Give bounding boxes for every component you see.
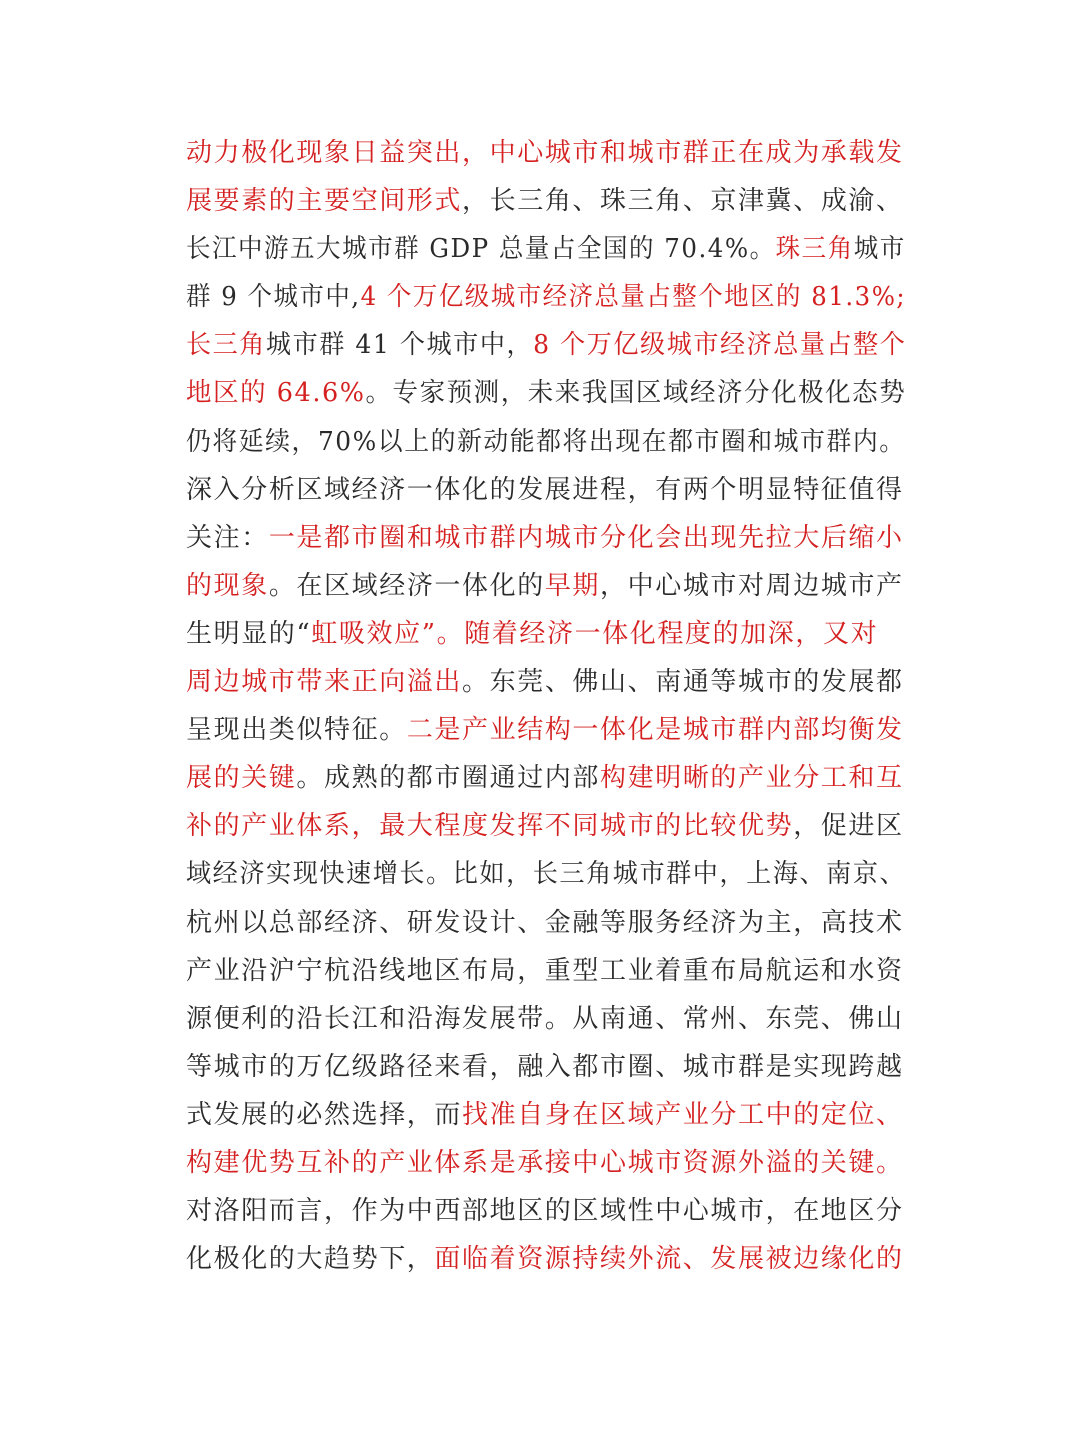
text-line [186,947,906,995]
text-line [186,658,906,706]
body-text [186,129,906,1283]
text-line [186,562,906,610]
body-text-segment: 城市群 41 个城市中， [265,330,534,361]
text-line [186,802,906,850]
highlighted-text: 面临着资源持续外流、发展被边缘化的 [434,1244,904,1275]
body-text-segment: 城市 [853,234,906,265]
text-line [186,995,906,1043]
text-line [186,321,907,369]
highlighted-text: 一是都市圈和城市群内城市分化会出现先拉大后缩小 [268,522,904,553]
body-text-segment: ，中心城市对周边城市产 [600,570,904,601]
highlighted-text: 补的产业体系，最大程度发挥不同城市的比较优势 [186,811,794,842]
body-text-segment: 群 9 个城市中, [186,282,361,313]
highlighted-text: 4 个万亿级城市经济总量占整个地区的 81.3%; [360,282,907,313]
body-text-segment: 仍将延续，70%以上的新动能都将出现在都市圈和城市群内。 [186,426,906,457]
text-line [186,1139,906,1187]
text-line [186,706,906,754]
text-line [186,129,906,177]
body-text-segment: 式发展的必然选择，而 [186,1099,463,1130]
highlighted-text: 展的关键 [186,763,297,794]
body-text-segment: 。成熟的都市圈通过内部 [296,763,601,794]
highlighted-text: 找准自身在区域产业分工中的定位、 [462,1099,904,1130]
text-line [186,850,907,898]
text-line [186,1043,906,1091]
text-line [186,466,906,514]
body-text-segment: 呈现出类似特征。 [186,715,407,746]
body-text-segment: 。东莞、佛山、南通等城市的发展都 [462,667,904,698]
body-text-segment: 生明显的“ [186,618,312,649]
body-text-segment: ，长三角、珠三角、京津冀、成渝、 [462,186,904,217]
body-text-segment: 杭州以总部经济、研发设计、金融等服务经济为主，高技术 [186,907,904,938]
body-text-segment: 等城市的万亿级路径来看，融入都市圈、城市群是实现跨越 [186,1051,904,1082]
body-text-segment: 。在区域经济一体化的 [268,570,545,601]
text-line [186,1235,906,1283]
highlighted-text: 8 个万亿级城市经济总量占整个 [533,330,907,361]
body-text-segment: ，促进区 [793,811,904,842]
highlighted-text: 虹吸效应”。随着经济一体化程度的加深，又对 [311,618,879,649]
body-text-segment: 对洛阳而言，作为中西部地区的区域性中心城市，在地区分 [186,1196,904,1227]
text-line [186,273,907,321]
body-text-segment: 关注： [186,522,269,553]
text-line [186,514,906,562]
body-text-segment: 。专家预测，未来我国区域经济分化极化态势 [365,378,907,409]
text-line [186,369,907,417]
highlighted-text: 动力极化现象日益突出，中心城市和城市群正在成为承载发 [186,138,904,168]
highlighted-text: 早期 [544,570,601,601]
body-text-segment: 化极化的大趋势下， [186,1244,435,1275]
text-line [186,225,906,273]
text-line [186,177,906,225]
text-line [186,899,906,947]
highlighted-text: 的现象 [186,570,269,601]
highlighted-text: 长三角 [186,330,266,361]
highlighted-text: 构建明晰的产业分工和互 [600,763,904,794]
text-line [186,418,906,466]
body-text-segment: 源便利的沿长江和沿海发展带。从南通、常州、东莞、佛山 [186,1003,904,1034]
highlighted-text: 展要素的主要空间形式 [186,186,463,217]
highlighted-text: 地区的 64.6% [186,378,366,409]
text-line [186,610,906,658]
body-text-segment: 深入分析区域经济一体化的发展进程，有两个明显特征值得 [186,474,904,505]
highlighted-text: 构建优势互补的产业体系是承接中心城市资源外溢的关键。 [186,1147,904,1178]
body-text-segment: 域经济实现快速增长。比如，长三角城市群中，上海、南京、 [186,859,907,890]
highlighted-text: 周边城市带来正向溢出 [186,667,463,698]
text-line [186,1091,906,1139]
highlighted-text: 珠三角 [775,234,854,265]
body-text-segment: 产业沿沪宁杭沿线地区布局，重型工业着重布局航运和水资 [186,955,904,986]
body-text-segment: 长江中游五大城市群 GDP 总量占全国的 70.4%。 [186,234,776,265]
highlighted-text: 二是产业结构一体化是城市群内部均衡发 [406,715,904,746]
text-line [186,754,906,802]
text-line [186,1187,906,1235]
